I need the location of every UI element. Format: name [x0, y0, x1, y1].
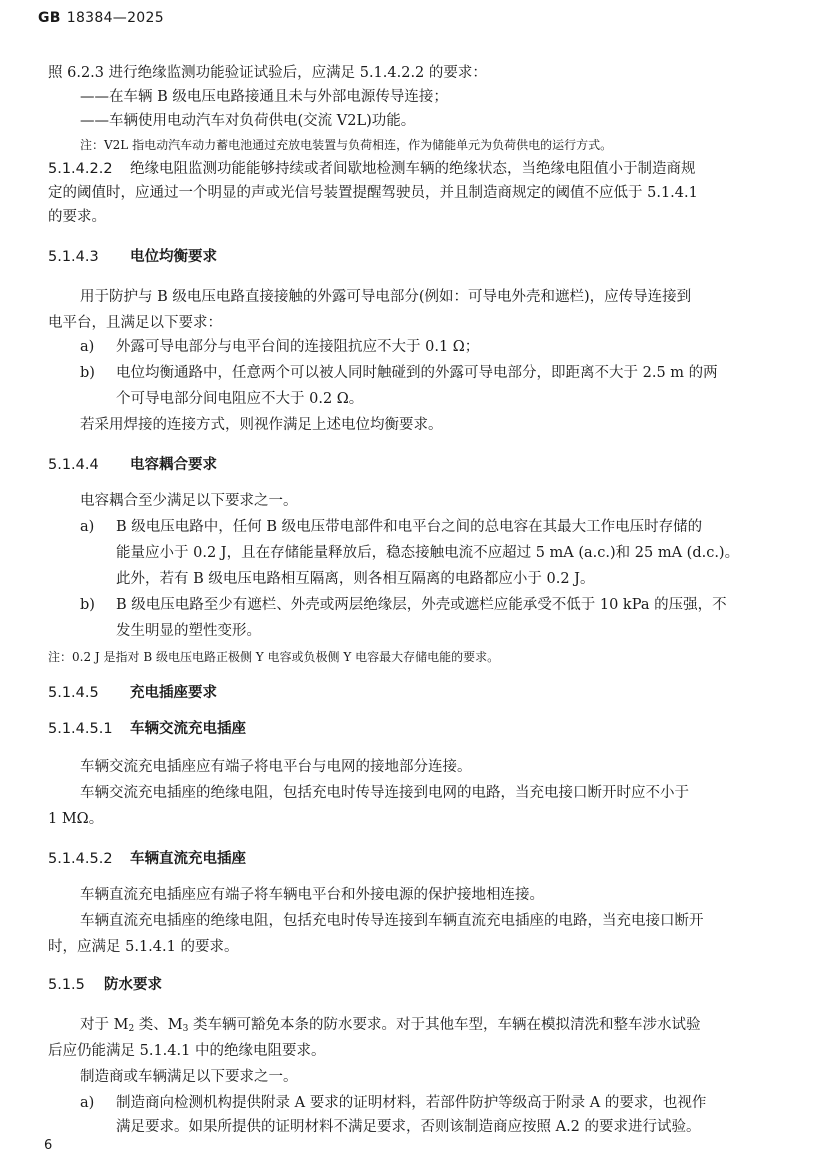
- list-label: a): [80, 339, 95, 355]
- heading-title: 防水要求: [104, 977, 162, 993]
- subscript: 2: [128, 1024, 135, 1034]
- note: 注：V2L 指电动汽车动力蓄电池通过充放电装置与负荷相连，作为储能单元为负荷供电的运行方式。: [80, 138, 613, 152]
- header-prefix: GB: [38, 10, 61, 26]
- heading-5-1-4-3: [48, 244, 217, 270]
- paragraph-line: 用于防护与 B 级电压电路直接接触的外露可导电部分(例如：可导电外壳和遮栏)，应传导连接到: [80, 289, 692, 305]
- list-item-b: [80, 592, 727, 618]
- dash-item: ——在车辆 B 级电压电路接通且未与外部电源传导连接；: [80, 89, 448, 105]
- list-item-a: [80, 1090, 706, 1116]
- list-text-cont: 满足要求。如果所提供的证明材料不满足要求，否则该制造商应按照 A.2 的要求进行试验。: [116, 1119, 701, 1135]
- clause-text: 绝缘电阻监测功能能够持续或者间歇地检测车辆的绝缘状态，当绝缘电阻值小于制造商规: [130, 161, 696, 177]
- paragraph-line: 电容耦合至少满足以下要求之一。: [80, 493, 298, 509]
- heading-5-1-4-4: [48, 452, 217, 478]
- page-number: 6: [44, 1138, 53, 1153]
- list-text: B 级电压电路中，任何 B 级电压带电部件和电平台之间的总电容在其最大工作电压时存储的: [116, 519, 703, 535]
- heading-number: 5.1.4.5.1: [48, 721, 113, 737]
- list-label: b): [80, 597, 95, 613]
- text-frag: 对于 M: [80, 1017, 129, 1033]
- running-header: [38, 10, 164, 26]
- list-item-a: [80, 514, 702, 540]
- heading-5-1-4-5-2: [48, 846, 246, 872]
- heading-title: 充电插座要求: [130, 685, 217, 701]
- heading-title: 车辆直流充电插座: [130, 851, 246, 867]
- list-label: b): [80, 365, 95, 381]
- list-text-cont: 发生明显的塑性变形。: [116, 623, 261, 639]
- heading-title: 电位均衡要求: [130, 249, 217, 265]
- heading-5-1-4-5: [48, 680, 217, 706]
- list-text: 电位均衡通路中，任意两个可以被人同时触碰到的外露可导电部分，即距离不大于 2.5 m 的两: [116, 365, 718, 381]
- heading-number: 5.1.5: [48, 977, 85, 993]
- list-item-a: [80, 334, 479, 360]
- subscript: 3: [182, 1024, 189, 1034]
- paragraph-line: 定的阈值时，应通过一个明显的声或光信号装置提醒驾驶员，并且制造商规定的阈值不应低于 5.1.4.1: [48, 185, 698, 201]
- paragraph-line: 制造商或车辆满足以下要求之一。: [80, 1069, 298, 1085]
- list-label: a): [80, 519, 95, 535]
- text-frag: 类车辆可豁免本条的防水要求。对于其他车型，车辆在模拟清洗和整车涉水试验: [188, 1017, 701, 1033]
- header-code: 18384—2025: [66, 10, 164, 26]
- note: 注：0.2 J 是指对 B 级电压电路正极侧 Y 电容或负极侧 Y 电容最大存储电能的要求。: [48, 650, 500, 664]
- dash-item: ——车辆使用电动汽车对负荷供电(交流 V2L)功能。: [80, 113, 416, 129]
- paragraph-line: 的要求。: [48, 209, 106, 225]
- paragraph-line: 后应仍能满足 5.1.4.1 中的绝缘电阻要求。: [48, 1043, 326, 1059]
- paragraph-line: 若采用焊接的连接方式，则视作满足上述电位均衡要求。: [80, 417, 443, 433]
- heading-title: 电容耦合要求: [130, 457, 217, 473]
- list-text-cont: 能量应小于 0.2 J，且在存储能量释放后，稳态接触电流不应超过 5 mA (a.c.)和 25 mA (d.c.)。: [116, 545, 740, 561]
- list-text: 制造商向检测机构提供附录 A 要求的证明材料，若部件防护等级高于附录 A 的要求，也视作: [116, 1095, 707, 1111]
- paragraph-line: 车辆直流充电插座应有端子将车辆电平台和外接电源的保护接地相连接。: [80, 887, 544, 903]
- paragraph-line: 车辆直流充电插座的绝缘电阻，包括充电时传导连接到车辆直流充电插座的电路，当充电接口断开: [80, 913, 704, 929]
- clause-number: 5.1.4.2.2: [48, 161, 113, 177]
- heading-number: 5.1.4.3: [48, 249, 99, 265]
- heading-5-1-5: [48, 972, 162, 998]
- list-text-cont: 个可导电部分间电阻应不大于 0.2 Ω。: [116, 391, 364, 407]
- list-label: a): [80, 1095, 95, 1111]
- text-frag: 类、M: [134, 1017, 183, 1033]
- list-text: B 级电压电路至少有遮栏、外壳或两层绝缘层，外壳或遮栏应能承受不低于 10 kPa 的压强，不: [116, 597, 727, 613]
- paragraph-line: 时，应满足 5.1.4.1 的要求。: [48, 939, 239, 955]
- heading-number: 5.1.4.5.2: [48, 851, 113, 867]
- list-text: 外露可导电部分与电平台间的连接阻抗应不大于 0.1 Ω；: [116, 339, 480, 355]
- list-text-cont: 此外，若有 B 级电压电路相互隔离，则各相互隔离的电路都应小于 0.2 J。: [116, 571, 595, 587]
- paragraph-line: 电平台，且满足以下要求：: [48, 315, 222, 331]
- paragraph-line: 照 6.2.3 进行绝缘监测功能验证试验后，应满足 5.1.4.2.2 的要求：: [48, 65, 487, 81]
- clause-5-1-4-2-2: [48, 156, 696, 182]
- paragraph-line: 车辆交流充电插座应有端子将电平台与电网的接地部分连接。: [80, 759, 472, 775]
- list-item-b: [80, 360, 718, 386]
- paragraph-line: 车辆交流充电插座的绝缘电阻，包括充电时传导连接到电网的电路，当充电接口断开时应不小于: [80, 785, 689, 801]
- heading-number: 5.1.4.4: [48, 457, 99, 473]
- heading-number: 5.1.4.5: [48, 685, 99, 701]
- heading-5-1-4-5-1: [48, 716, 246, 742]
- paragraph-line: 1 MΩ。: [48, 811, 104, 827]
- heading-title: 车辆交流充电插座: [130, 721, 246, 737]
